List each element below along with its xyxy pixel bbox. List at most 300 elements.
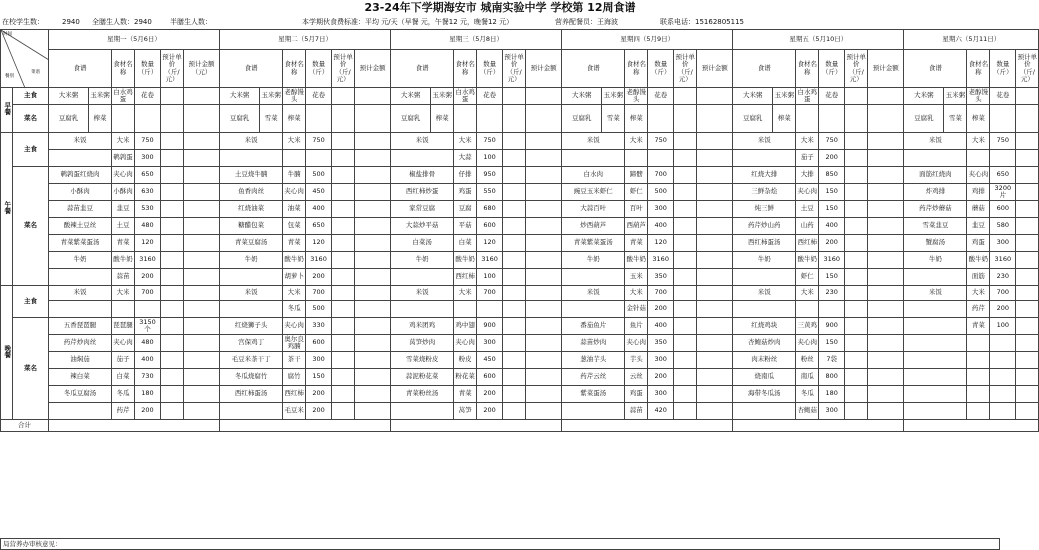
ingredient-cell: 百叶 <box>625 201 648 218</box>
amount-cell <box>355 352 391 369</box>
ingredient-cell: 鸡排 <box>967 184 990 201</box>
col-amount: 预计金额（元） <box>184 50 220 88</box>
amount-cell <box>697 403 733 420</box>
total-cell <box>220 420 391 432</box>
price-cell <box>845 184 868 201</box>
recipe-cell <box>904 335 967 352</box>
ingredient-cell: 杏鲍菇 <box>796 403 819 420</box>
ingredient-cell: 韭豆 <box>112 201 135 218</box>
ingredient-cell: 大米 <box>112 133 135 150</box>
amount-cell <box>526 105 562 133</box>
recipe-cell <box>391 150 454 167</box>
qty-cell: 200 <box>306 403 332 420</box>
ingredient-cell <box>967 335 990 352</box>
price-cell <box>503 335 526 352</box>
ingredient-cell: 冬瓜 <box>796 386 819 403</box>
price-cell <box>503 403 526 420</box>
qty-cell: 3150个 <box>135 318 161 335</box>
ingredient-cell: 蹄髈 <box>625 167 648 184</box>
qty-cell: 550 <box>477 184 503 201</box>
amount-cell <box>526 167 562 184</box>
recipe-cell: 鹌鹑蛋红烧肉 <box>49 167 112 184</box>
recipe-cell: 药芹炒蘑菇 <box>904 201 967 218</box>
price-cell <box>161 167 184 184</box>
price-cell <box>1016 286 1039 301</box>
breakfast-cell: 玉米粥 <box>773 88 796 105</box>
meal-breakfast <box>1 88 13 133</box>
ingredient-cell: 冬瓜 <box>112 386 135 403</box>
price-cell <box>845 403 868 420</box>
recipe-cell <box>220 150 283 167</box>
review-footer: 局营养办审核意见： <box>0 538 1000 550</box>
breakfast-cell: 玉米粥 <box>260 88 283 105</box>
recipe-cell: 白菜汤 <box>391 235 454 252</box>
price-cell <box>161 218 184 235</box>
ingredient-cell: 粉丝 <box>796 352 819 369</box>
price-cell <box>332 184 355 201</box>
ingredient-cell: 腐竹 <box>283 369 306 386</box>
ingredient-cell: 大米 <box>112 286 135 301</box>
amount-cell <box>868 167 904 184</box>
price-cell <box>674 105 697 133</box>
qty-cell: 100 <box>990 318 1016 335</box>
recipe-cell <box>562 269 625 286</box>
recipe-cell: 米饭 <box>391 133 454 150</box>
amount-cell <box>355 88 391 105</box>
ingredient-cell: 蘑菇 <box>967 201 990 218</box>
breakfast-cell <box>454 105 477 133</box>
ingredient-cell: 鸡中翅 <box>454 318 477 335</box>
qty-cell: 3160 <box>819 252 845 269</box>
recipe-cell <box>904 269 967 286</box>
price-cell <box>332 133 355 150</box>
breakfast-cell: 花卷 <box>135 88 161 105</box>
breakfast-cell: 老醇馒头 <box>968 87 989 103</box>
ingredient-cell: 茄子 <box>112 352 135 369</box>
recipe-cell <box>733 403 796 420</box>
price-cell <box>845 167 868 184</box>
col-price: 预计单价（斤/元） <box>674 50 697 88</box>
qty-cell: 300 <box>648 386 674 403</box>
breakfast-cell: 大米粥 <box>733 88 773 105</box>
qty-cell: 650 <box>306 218 332 235</box>
amount-cell <box>526 352 562 369</box>
day-header: 星期四（5月9日） <box>562 30 733 50</box>
ingredient-cell: 夹心肉 <box>967 167 990 184</box>
breakfast-cell: 白水鸡蛋 <box>455 87 475 103</box>
ingredient-cell: 小酥肉 <box>112 184 135 201</box>
qty-cell: 400 <box>135 352 161 369</box>
ingredient-cell: 玉米 <box>625 269 648 286</box>
qty-cell: 900 <box>477 318 503 335</box>
students-value: 2940 <box>62 18 80 26</box>
col-recipe: 食谱 <box>562 50 625 88</box>
qty-cell: 150 <box>819 184 845 201</box>
recipe-cell: 西红柿蛋汤 <box>220 386 283 403</box>
amount-cell <box>526 133 562 150</box>
col-amount: 预计金额 <box>526 50 562 88</box>
qty-cell: 150 <box>819 269 845 286</box>
qty-cell: 650 <box>135 167 161 184</box>
breakfast-cell <box>306 105 332 133</box>
amount-cell <box>184 301 220 318</box>
breakfast-cell: 豆腐乳 <box>562 105 602 133</box>
qty-cell: 200 <box>477 403 503 420</box>
recipe-cell: 蒜苗韭豆 <box>49 201 112 218</box>
qty-cell: 200 <box>819 235 845 252</box>
amount-cell <box>184 286 220 301</box>
qty-cell <box>990 335 1016 352</box>
recipe-cell <box>904 301 967 318</box>
qty-cell: 3160 <box>990 252 1016 269</box>
recipe-cell <box>904 318 967 335</box>
recipe-cell: 蟹腐汤 <box>904 235 967 252</box>
col-ingredient: 食材名称 <box>625 50 648 88</box>
ingredient-cell: 大米 <box>967 286 990 301</box>
price-cell <box>161 269 184 286</box>
amount-cell <box>526 286 562 301</box>
qty-cell: 300 <box>990 235 1016 252</box>
breakfast-cell <box>135 105 161 133</box>
ingredient-cell: 茄子 <box>796 150 819 167</box>
price-cell <box>332 252 355 269</box>
price-cell <box>332 218 355 235</box>
amount-cell <box>526 184 562 201</box>
ingredient-cell <box>625 150 648 167</box>
qty-cell: 350 <box>648 335 674 352</box>
ingredient-cell <box>967 386 990 403</box>
price-cell <box>674 201 697 218</box>
ingredient-cell: 金针菇 <box>625 301 648 318</box>
recipe-cell: 白水肉 <box>562 167 625 184</box>
ingredient-cell <box>112 301 135 318</box>
ingredient-cell: 鱼片 <box>625 318 648 335</box>
breakfast-cell <box>990 105 1016 133</box>
recipe-cell <box>391 301 454 318</box>
qty-cell: 580 <box>990 218 1016 235</box>
dish-label: 菜名 <box>13 318 49 420</box>
qty-cell: 530 <box>135 201 161 218</box>
price-cell <box>503 352 526 369</box>
amount-cell <box>184 369 220 386</box>
ingredient-cell: 大排 <box>796 167 819 184</box>
ingredient-cell: 韭豆 <box>967 218 990 235</box>
amount-cell <box>355 318 391 335</box>
corner-header <box>1 30 49 88</box>
recipe-cell <box>733 301 796 318</box>
breakfast-cell <box>796 105 819 133</box>
price-cell <box>332 201 355 218</box>
ingredient-cell: 面筋 <box>967 269 990 286</box>
amount-cell <box>868 133 904 150</box>
total-cell <box>49 420 220 432</box>
breakfast-cell: 大米粥 <box>391 88 431 105</box>
ingredient-cell: 虾仁 <box>625 184 648 201</box>
ingredient-cell: 大米 <box>283 133 306 150</box>
amount-cell <box>697 105 733 133</box>
price-cell <box>332 88 355 105</box>
qty-cell: 200 <box>819 150 845 167</box>
price-cell <box>332 105 355 133</box>
price-cell <box>161 403 184 420</box>
price-cell <box>1016 184 1039 201</box>
amount-cell <box>868 184 904 201</box>
qty-cell: 120 <box>477 235 503 252</box>
amount-cell <box>184 167 220 184</box>
price-cell <box>674 369 697 386</box>
ingredient-cell: 鸡蛋 <box>967 235 990 252</box>
price-cell <box>1016 105 1039 133</box>
recipe-cell <box>562 301 625 318</box>
breakfast-cell: 大米粥 <box>49 88 89 105</box>
ingredient-cell: 夹心肉 <box>625 335 648 352</box>
recipe-cell <box>49 403 112 420</box>
recipe-cell: 西红柿蛋汤 <box>733 235 796 252</box>
qty-cell: 150 <box>306 369 332 386</box>
total-cell <box>562 420 733 432</box>
amount-cell <box>868 369 904 386</box>
qty-cell: 600 <box>477 369 503 386</box>
qty-cell <box>990 150 1016 167</box>
breakfast-cell: 老醇馒头 <box>284 87 304 103</box>
ingredient-cell: 鸡蛋 <box>625 386 648 403</box>
ingredient-cell: 土豆 <box>796 201 819 218</box>
amount-cell <box>697 218 733 235</box>
total-cell <box>733 420 904 432</box>
ingredient-cell: 冬瓜 <box>283 301 306 318</box>
qty-cell: 450 <box>306 184 332 201</box>
breakfast-cell <box>477 105 503 133</box>
amount-cell <box>184 150 220 167</box>
qty-cell: 480 <box>135 335 161 352</box>
breakfast-cell: 玉米粥 <box>602 88 625 105</box>
qty-cell: 450 <box>477 352 503 369</box>
breakfast-cell: 花卷 <box>648 88 674 105</box>
qty-cell: 180 <box>135 386 161 403</box>
price-cell <box>674 403 697 420</box>
ingredient-cell: 大米 <box>625 133 648 150</box>
price-cell <box>845 286 868 301</box>
price-cell <box>332 167 355 184</box>
amount-cell <box>697 301 733 318</box>
price-cell <box>674 301 697 318</box>
price-cell <box>1016 252 1039 269</box>
amount-cell <box>526 88 562 105</box>
recipe-cell: 番茄鱼片 <box>562 318 625 335</box>
qty-cell: 850 <box>819 167 845 184</box>
recipe-cell: 辣白菜 <box>49 369 112 386</box>
recipe-cell <box>220 301 283 318</box>
breakfast-cell: 雪菜 <box>602 105 625 133</box>
qty-cell: 330 <box>306 318 332 335</box>
meal-dinner <box>1 286 13 420</box>
recipe-cell <box>562 403 625 420</box>
ingredient-cell: 油菜 <box>283 201 306 218</box>
col-price: 预计单价（斤/元） <box>161 50 184 88</box>
amount-cell <box>526 269 562 286</box>
ingredient-cell: 白菜 <box>454 235 477 252</box>
price-cell <box>845 150 868 167</box>
amount-cell <box>868 318 904 335</box>
col-ingredient: 食材名称 <box>112 50 135 88</box>
qty-cell: 200 <box>306 386 332 403</box>
breakfast-cell: 榨菜 <box>283 105 306 133</box>
ingredient-cell <box>967 352 990 369</box>
qty-cell: 200 <box>306 269 332 286</box>
col-qty: 数量（斤） <box>648 50 674 88</box>
breakfast-cell: 豆腐乳 <box>733 105 773 133</box>
amount-cell <box>868 269 904 286</box>
info-line <box>0 16 1000 29</box>
recipe-cell: 雪菜烧粉皮 <box>391 352 454 369</box>
col-amount: 预计金额 <box>868 50 904 88</box>
staple-label: 主食 <box>13 88 49 105</box>
price-cell <box>503 105 526 133</box>
col-ingredient: 食材名称 <box>967 50 990 88</box>
amount-cell <box>184 269 220 286</box>
ingredient-cell <box>796 301 819 318</box>
recipe-cell: 烧南瓜 <box>733 369 796 386</box>
qty-cell: 700 <box>648 286 674 301</box>
price-cell <box>503 167 526 184</box>
amount-cell <box>697 184 733 201</box>
ingredient-cell: 蒜苗 <box>112 269 135 286</box>
col-price: 预计单价（斤/元） <box>503 50 526 88</box>
amount-cell <box>526 318 562 335</box>
qty-cell: 150 <box>819 335 845 352</box>
price-cell <box>674 269 697 286</box>
recipe-cell: 糖醋包菜 <box>220 218 283 235</box>
day-header: 星期一（5月6日） <box>49 30 220 50</box>
amount-cell <box>697 269 733 286</box>
amount-cell <box>355 286 391 301</box>
amount-cell <box>184 235 220 252</box>
ingredient-cell: 仔排 <box>454 167 477 184</box>
price-cell <box>845 352 868 369</box>
price-cell <box>845 218 868 235</box>
amount-cell <box>526 201 562 218</box>
qty-cell: 700 <box>306 286 332 301</box>
qty-cell: 750 <box>819 133 845 150</box>
qty-cell: 300 <box>306 352 332 369</box>
recipe-cell: 药芹炒肉丝 <box>49 335 112 352</box>
amount-cell <box>355 235 391 252</box>
price-cell <box>845 301 868 318</box>
qty-cell: 680 <box>477 201 503 218</box>
ingredient-cell: 包菜 <box>283 218 306 235</box>
qty-cell: 150 <box>819 201 845 218</box>
amount-cell <box>868 235 904 252</box>
contact-phone: 联系电话：15162805115 <box>660 18 744 26</box>
ingredient-cell: 牛腩 <box>283 167 306 184</box>
amount-cell <box>697 133 733 150</box>
price-cell <box>161 105 184 133</box>
recipe-cell: 药芹炒山药 <box>733 218 796 235</box>
amount-cell <box>355 133 391 150</box>
qty-cell: 200 <box>135 269 161 286</box>
recipe-cell <box>904 386 967 403</box>
qty-cell: 300 <box>648 352 674 369</box>
qty-cell: 300 <box>648 201 674 218</box>
price-cell <box>503 235 526 252</box>
price-cell <box>161 201 184 218</box>
breakfast-cell: 榨菜 <box>773 105 796 133</box>
breakfast-cell: 白水鸡蛋 <box>797 87 817 103</box>
price-cell <box>845 369 868 386</box>
recipe-cell: 三鲜杂烩 <box>733 184 796 201</box>
price-cell <box>845 133 868 150</box>
ingredient-cell: 粉花菜 <box>454 369 477 386</box>
price-cell <box>845 335 868 352</box>
breakfast-cell: 老醇馒头 <box>626 87 646 103</box>
ingredient-cell: 鸡蛋 <box>454 184 477 201</box>
recipe-cell <box>733 150 796 167</box>
amount-cell <box>355 184 391 201</box>
recipe-cell <box>220 403 283 420</box>
qty-cell: 180 <box>819 386 845 403</box>
recipe-cell: 红烧大排 <box>733 167 796 184</box>
qty-cell: 400 <box>306 201 332 218</box>
price-cell <box>503 318 526 335</box>
qty-cell: 500 <box>648 184 674 201</box>
recipe-cell: 炸鸡排 <box>904 184 967 201</box>
price-cell <box>332 403 355 420</box>
amount-cell <box>355 218 391 235</box>
recipe-cell: 牛奶 <box>562 252 625 269</box>
price-cell <box>503 286 526 301</box>
recipe-cell <box>904 352 967 369</box>
price-cell <box>332 301 355 318</box>
recipe-cell: 红烧油菜 <box>220 201 283 218</box>
amount-cell <box>355 150 391 167</box>
qty-cell: 300 <box>819 403 845 420</box>
ingredient-cell: 三黄鸡 <box>796 318 819 335</box>
col-qty: 数量（斤） <box>135 50 161 88</box>
meal-label: 晚餐 <box>3 344 12 358</box>
ingredient-cell: 西红柿 <box>454 269 477 286</box>
recipe-cell: 雪菜韭豆 <box>904 218 967 235</box>
recipe-cell: 药芹云丝 <box>562 369 625 386</box>
qty-cell <box>477 301 503 318</box>
qty-cell: 420 <box>648 403 674 420</box>
ingredient-cell: 大米 <box>454 286 477 301</box>
price-cell <box>503 201 526 218</box>
ingredient-cell: 夹心肉 <box>796 184 819 201</box>
price-cell <box>674 352 697 369</box>
ingredient-cell: 豆腐 <box>454 201 477 218</box>
price-cell <box>845 88 868 105</box>
ingredient-cell: 夹心肉 <box>112 335 135 352</box>
qty-cell: 400 <box>819 218 845 235</box>
breakfast-cell: 花卷 <box>819 88 845 105</box>
price-cell <box>845 235 868 252</box>
price-cell <box>503 150 526 167</box>
col-recipe: 食谱 <box>733 50 796 88</box>
recipe-cell: 面筋红烧肉 <box>904 167 967 184</box>
amount-cell <box>184 403 220 420</box>
price-cell <box>674 335 697 352</box>
col-ingredient: 食材名称 <box>796 50 819 88</box>
qty-cell: 700 <box>990 286 1016 301</box>
recipe-cell: 紫菜蛋汤 <box>562 386 625 403</box>
breakfast-cell: 榨菜 <box>625 105 648 133</box>
price-cell <box>1016 352 1039 369</box>
amount-cell <box>355 105 391 133</box>
price-cell <box>503 386 526 403</box>
recipe-cell: 牛奶 <box>220 252 283 269</box>
amount-cell <box>184 133 220 150</box>
recipe-cell: 冬瓜烧腐竹 <box>220 369 283 386</box>
